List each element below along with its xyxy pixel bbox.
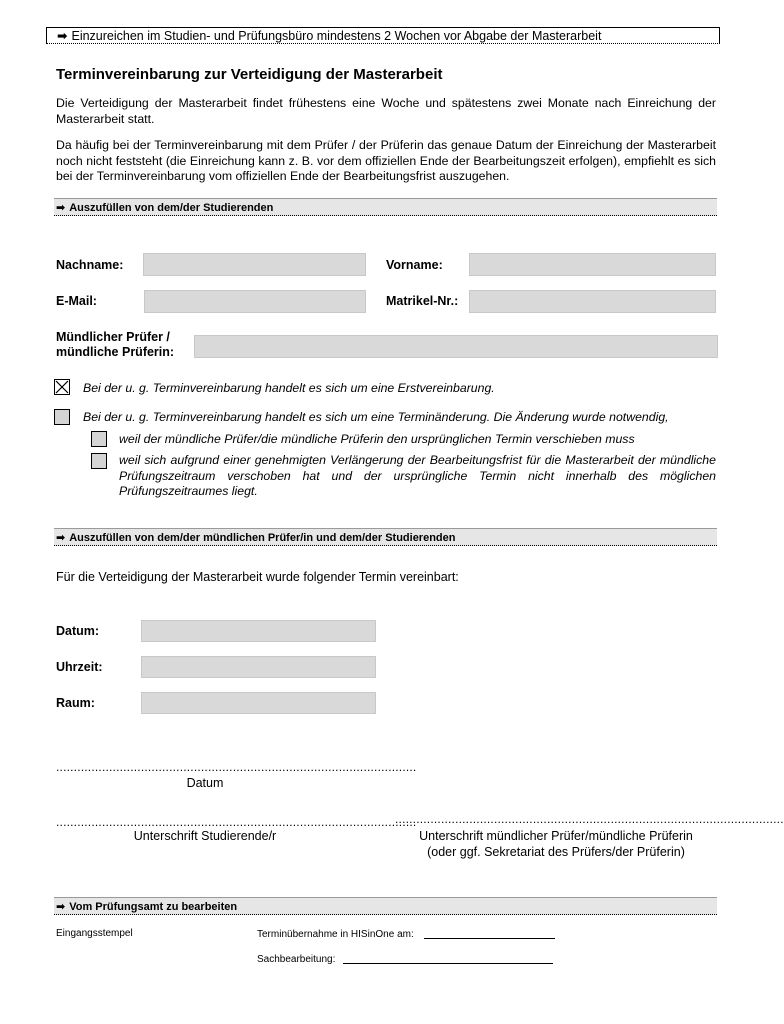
page-title: Terminvereinbarung zur Verteidigung der Masterarbeit	[56, 66, 443, 83]
intro-paragraph-2: Da häufig bei der Terminvereinbarung mit dem Prüfer / der Prüferin das genaue Datum der Einreichung der Masterarbeit noch nicht feststeht (die Einreichung kann z. B. vor dem offiziellen Ende der Bearbeitungszeit erfolgen), empfiehlt es sich bei der Terminvereinbarung vom offiziellen Ende der Bearbeitungsfrist auszugehen.	[56, 138, 716, 183]
matrikel-label: Matrikel-Nr.:	[386, 294, 459, 308]
reason-examiner-text: weil der mündliche Prüfer/die mündliche Prüferin den ursprünglichen Termin verschieben muss	[119, 432, 635, 446]
reason-extension-checkbox[interactable]	[91, 453, 107, 469]
signature-date-caption: Datum	[186, 776, 224, 790]
hisinone-line[interactable]	[424, 938, 555, 939]
signature-examiner-line[interactable]: ..............................................................................................................	[395, 812, 784, 826]
section-office-title: Vom Prüfungsamt zu bearbeiten	[69, 901, 238, 913]
matrikel-field[interactable]	[469, 290, 716, 313]
signature-examiner-caption-line-1: Unterschrift mündlicher Prüfer/mündliche Prüferin	[419, 829, 693, 843]
nachname-field[interactable]	[143, 253, 366, 276]
signature-student-caption: Unterschrift Studierende/r	[133, 829, 277, 843]
section-both-header	[54, 528, 717, 546]
erstvereinbarung-checkbox[interactable]	[54, 379, 70, 395]
submission-note-text: Einzureichen im Studien- und Prüfungsbüro mindestens 2 Wochen vor Abgabe der Masterarbeit	[71, 29, 602, 43]
eingangsstempel-label: Eingangsstempel	[56, 928, 133, 939]
appointment-intro: Für die Verteidigung der Masterarbeit wurde folgender Termin vereinbart:	[56, 570, 459, 584]
datum-field[interactable]	[141, 620, 376, 642]
erstvereinbarung-text: Bei der u. g. Terminvereinbarung handelt es sich um eine Erstvereinbarung.	[83, 381, 495, 395]
terminaenderung-checkbox[interactable]	[54, 409, 70, 425]
pruefer-label	[56, 330, 174, 360]
nachname-label: Nachname:	[56, 258, 124, 272]
sachbearbeitung-line[interactable]	[343, 963, 553, 964]
arrow-right-icon: ➡	[56, 901, 66, 913]
signature-examiner-caption-line-2: (oder ggf. Sekretariat des Prüfers/der Prüferin)	[427, 844, 685, 859]
checkmark-x-icon	[55, 380, 69, 394]
sachbearbeitung-label: Sachbearbeitung:	[257, 954, 336, 965]
raum-field[interactable]	[141, 692, 376, 714]
arrow-right-icon: ➡	[56, 532, 66, 544]
signature-examiner-caption	[395, 829, 717, 860]
reason-extension-text: weil sich aufgrund einer genehmigten Verlängerung der Bearbeitungsfrist für die Masterarbeit der mündliche Prüfungszeitraum verschoben hat und der ursprüngliche Termin nicht innerhalb des möglichen Prüfungszeitraumes liegt.	[119, 453, 716, 498]
vorname-field[interactable]	[469, 253, 716, 276]
hisinone-label: Terminübernahme in HISinOne am:	[257, 929, 414, 940]
intro-paragraph-1: Die Verteidigung der Masterarbeit findet frühestens eine Woche und spätestens zwei Monate nach Einreichung der Masterarbeit statt.	[56, 96, 716, 126]
email-field[interactable]	[144, 290, 366, 313]
pruefer-label-line-2: mündliche Prüferin:	[56, 345, 175, 359]
section-office-header	[54, 897, 717, 915]
reason-examiner-checkbox[interactable]	[91, 431, 107, 447]
section-student-title: Auszufüllen von dem/der Studierenden	[69, 202, 274, 214]
submission-note	[46, 27, 720, 44]
arrow-right-icon: ➡	[56, 202, 66, 214]
section-student-header	[54, 198, 717, 216]
datum-label: Datum:	[56, 624, 100, 638]
vorname-label: Vorname:	[386, 258, 443, 272]
uhrzeit-label: Uhrzeit:	[56, 660, 103, 674]
pruefer-label-line-1: Mündlicher Prüfer /	[56, 330, 170, 344]
signature-student-line[interactable]: ......................................................................................................	[56, 815, 417, 829]
terminaenderung-text: Bei der u. g. Terminvereinbarung handelt es sich um eine Terminänderung. Die Änderung wurde notwendig,	[83, 410, 669, 424]
email-label: E-Mail:	[56, 294, 97, 308]
arrow-right-icon: ➡	[57, 29, 68, 43]
section-both-title: Auszufüllen von dem/der mündlichen Prüfer/in und dem/der Studierenden	[69, 532, 456, 544]
uhrzeit-field[interactable]	[141, 656, 376, 678]
raum-label: Raum:	[56, 696, 95, 710]
signature-date-line[interactable]: ......................................................................................................	[56, 760, 417, 774]
pruefer-field[interactable]	[194, 335, 718, 358]
